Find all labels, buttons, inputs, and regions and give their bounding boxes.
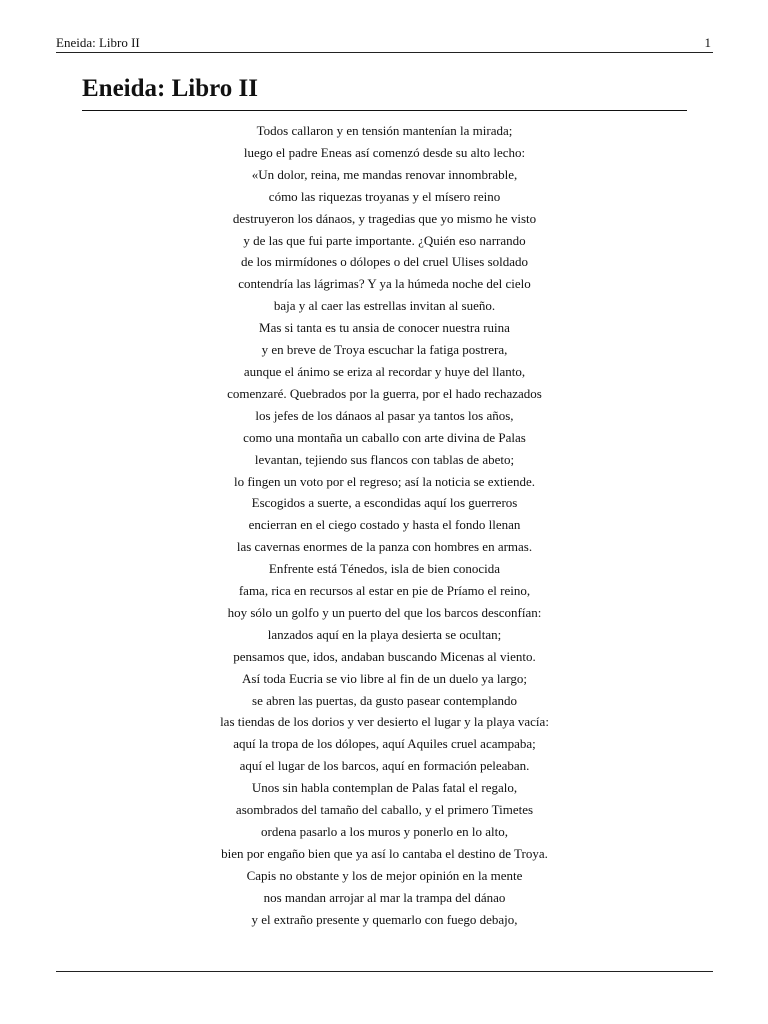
verse-line: como una montaña un caballo con arte divina de Palas xyxy=(243,429,526,445)
verse-line: aquí el lugar de los barcos, aquí en formación peleaban. xyxy=(239,758,530,774)
page-number: 1 xyxy=(704,35,711,50)
verse-line: Enfrente está Ténedos, isla de bien conocida xyxy=(268,561,501,577)
verse-line: luego el padre Eneas así comenzó desde su alto lecho: xyxy=(243,144,526,160)
verse-line: los jefes de los dánaos al pasar ya tantos los años, xyxy=(255,407,514,423)
verse-line: aunque el ánimo se eriza al recordar y huye del llanto, xyxy=(243,363,526,379)
verse-line: ordena pasarlo a los muros y ponerlo en lo alto, xyxy=(261,824,508,839)
verse-line: contendría las lágrimas? Y ya la húmeda noche del cielo xyxy=(238,276,531,292)
verse-line: comenzaré. Quebrados por la guerra, por el hado rechazados xyxy=(227,385,542,401)
verse-line: se abren las puertas, da gusto pasear contemplando xyxy=(252,692,517,708)
running-header-title: Eneida: Libro II xyxy=(56,35,140,50)
verse-line: lo fingen un voto por el regreso; así la noticia se extiende. xyxy=(233,473,536,489)
verse-line: de los mirmídones o dólopes o del cruel Ulises soldado xyxy=(240,254,529,270)
verse-line: y de las que fui parte importante. ¿Quién eso narrando xyxy=(243,232,526,248)
verse-list xyxy=(82,120,687,931)
verse-line: baja y al caer las estrellas invitan al sueño. xyxy=(273,298,496,314)
verse-line: fama, rica en recursos al estar en pie de Príamo el reino, xyxy=(238,583,531,599)
verse-line: encierran en el ciego costado y hasta el fondo llenan xyxy=(248,517,521,533)
verse-line: destruyeron los dánaos, y tragedias que yo mismo he visto xyxy=(232,210,537,226)
verse-line: Escogidos a suerte, a escondidas aquí los guerreros xyxy=(251,495,518,511)
verse-line: nos mandan arrojar al mar la trampa del dánao xyxy=(263,889,506,905)
verse-line: aquí la tropa de los dólopes, aquí Aquiles cruel acampaba; xyxy=(233,736,536,752)
verse-line: las cavernas enormes de la panza con hombres en armas. xyxy=(236,539,533,555)
verse-line: Así toda Eucria se vio libre al fin de un duelo ya largo; xyxy=(242,670,527,686)
verse-line: Capis no obstante y los de mejor opinión en la mente xyxy=(246,867,523,883)
verse-line: y en breve de Troya escuchar la fatiga postrera, xyxy=(261,342,508,358)
verse-line: y el extraño presente y quemarlo con fuego debajo, xyxy=(251,911,518,927)
verse-line: «Un dolor, reina, me mandas renovar innombrable, xyxy=(251,166,518,182)
running-header xyxy=(56,36,713,53)
document-title: Eneida: Libro II xyxy=(82,72,687,111)
verse-line: bien por engaño bien que ya así lo cantaba el destino de Troya. xyxy=(221,845,548,861)
verse-line: cómo las riquezas troyanas y el mísero reino xyxy=(268,188,501,204)
footer-rule xyxy=(56,971,713,972)
verse-line: Todos callaron y en tensión mantenían la mirada; xyxy=(256,123,513,138)
verse-line: hoy sólo un golfo y un puerto del que los barcos desconfían: xyxy=(227,604,542,620)
verse-line: lanzados aquí en la playa desierta se ocultan; xyxy=(267,626,502,642)
verse-line: las tiendas de los dorios y ver desierto el lugar y la playa vacía: xyxy=(220,714,549,730)
verse-line: levantan, tejiendo sus flancos con tablas de abeto; xyxy=(254,451,515,467)
verse-line: asombrados del tamaño del caballo, y el primero Timetes xyxy=(235,802,534,818)
verse-line: Mas si tanta es tu ansia de conocer nuestra ruina xyxy=(259,320,510,336)
verse-line: Unos sin habla contemplan de Palas fatal el regalo, xyxy=(251,780,518,796)
verse-line: pensamos que, idos, andaban buscando Micenas al viento. xyxy=(233,648,536,664)
